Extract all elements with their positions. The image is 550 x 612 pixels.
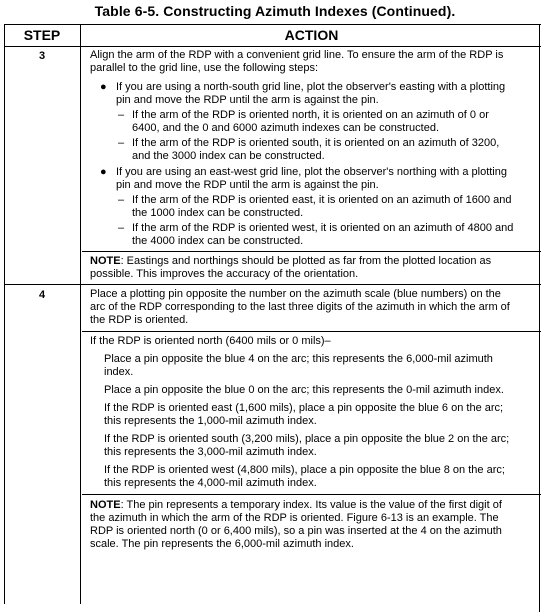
step-4-lead: If the RDP is oriented north (6400 mils or 0 mils)– <box>90 335 331 347</box>
bullet-2-sub-2-line-2: the 4000 index can be constructed. <box>132 235 304 247</box>
header-bottom-rule <box>4 46 541 47</box>
bullet-1-sub-2-line-1: If the arm of the RDP is oriented south, it is oriented on an azimuth of 3200, <box>132 137 500 149</box>
step-3-note-line-1 <box>90 255 530 268</box>
step-3-bottom-rule <box>4 284 541 285</box>
step-4-rule-1 <box>82 331 541 332</box>
azimuth-table <box>4 24 541 604</box>
table-top-rule <box>4 24 541 25</box>
bullet-1-sub-1-line-2: 6400, and the 0 and 6000 azimuth indexes can be constructed. <box>132 122 439 134</box>
step-3-intro-line-2: parallel to the grid line, use the following steps: <box>90 62 319 74</box>
dash-marker: – <box>118 194 125 206</box>
bullet-1-sub-1-line-1: If the arm of the RDP is oriented north, it is oriented on an azimuth of 0 or <box>132 109 489 121</box>
dash-marker: – <box>118 137 125 149</box>
table-border-left <box>4 24 5 604</box>
step-3-note-text-1: : Eastings and northings should be plotted as far from the plotted location as <box>120 255 492 267</box>
step-3-note-line-2: possible. This improves the accuracy of the orientation. <box>90 268 359 280</box>
step-4-para-1-line-1: Place a plotting pin opposite the number on the azimuth scale (blue numbers) on the <box>90 288 501 300</box>
bullet-2-line-2: pin and move the RDP until the arm is against the pin. <box>116 179 379 191</box>
step-4-para-1-line-2: arc of the RDP corresponding to the last three digits of the azimuth in which the arm of <box>90 301 510 313</box>
step-4-number: 4 <box>38 289 46 301</box>
dash-marker: – <box>118 222 125 234</box>
step-4-item-2: Place a pin opposite the blue 0 on the arc; this represents the 0-mil azimuth index. <box>104 384 504 396</box>
step-4-item-4-line-1: If the RDP is oriented south (3,200 mils), place a pin opposite the blue 2 on the arc; <box>104 433 510 445</box>
bullet-2-sub-1-line-2: the 1000 index can be constructed. <box>132 207 304 219</box>
step-3-intro-line-1: Align the arm of the RDP with a convenient grid line. To ensure the arm of the RDP is <box>90 49 504 61</box>
step-4-item-1-line-2: index. <box>104 366 134 378</box>
table-title: Table 6-5. Constructing Azimuth Indexes (Continued). <box>94 3 456 19</box>
bullet-1-line-1: If you are using a north-south grid line, plot the observer's easting with a plotting <box>116 81 506 93</box>
bullet-marker: ● <box>100 81 107 93</box>
bullet-2-sub-1-line-1: If the arm of the RDP is oriented east, it is oriented on an azimuth of 1600 and <box>132 194 512 206</box>
step-4-para-1-line-3: the RDP is oriented. <box>90 314 189 326</box>
step-4-note-line-3: RDP is oriented north (0 or 6,400 mils), so a pin was inserted at the 4 on the azimuth <box>90 525 502 537</box>
step-4-note-line-1 <box>90 499 530 512</box>
step-4-note-line-2: the azimuth in which the arm of the RDP is oriented. Figure 6-13 is an example. The <box>90 512 499 524</box>
bullet-1-line-2: pin and move the RDP until the arm is against the pin. <box>116 94 379 106</box>
header-action: ACTION <box>284 27 339 43</box>
step-4-note-line-4: scale. The pin represents the 6,000-mil azimuth index. <box>90 538 354 550</box>
step-4-note-text-1: : The pin represents a temporary index. Its value is the value of the first digit of <box>120 499 502 511</box>
bullet-marker: ● <box>100 166 107 178</box>
bullet-1-sub-2-line-2: and the 3000 index can be constructed. <box>132 150 325 162</box>
table-border-right <box>539 24 540 612</box>
step-4-item-4-line-2: this represents the 3,000-mil azimuth index. <box>104 446 317 458</box>
step-4-rule-2 <box>82 494 541 495</box>
header-step: STEP <box>23 27 61 43</box>
dash-marker: – <box>118 109 125 121</box>
note-label: NOTE <box>90 255 121 267</box>
note-label: NOTE <box>90 499 121 511</box>
step-3-note-rule <box>82 251 541 252</box>
step-3-number: 3 <box>38 50 46 62</box>
column-divider <box>80 24 81 604</box>
step-4-item-3-line-2: this represents the 1,000-mil azimuth index. <box>104 415 317 427</box>
step-4-item-5-line-1: If the RDP is oriented west (4,800 mils), place a pin opposite the blue 8 on the arc; <box>104 464 505 476</box>
bullet-2-sub-2-line-1: If the arm of the RDP is oriented west, it is oriented on an azimuth of 4800 and <box>132 222 514 234</box>
step-4-item-3-line-1: If the RDP is oriented east (1,600 mils), place a pin opposite the blue 6 on the arc; <box>104 402 504 414</box>
bullet-2-line-1: If you are using an east-west grid line, plot the observer's northing with a plotting <box>116 166 507 178</box>
step-4-item-5-line-2: this represents the 4,000-mil azimuth index. <box>104 477 317 489</box>
step-4-item-1-line-1: Place a pin opposite the blue 4 on the arc; this represents the 6,000-mil azimuth <box>104 353 493 365</box>
